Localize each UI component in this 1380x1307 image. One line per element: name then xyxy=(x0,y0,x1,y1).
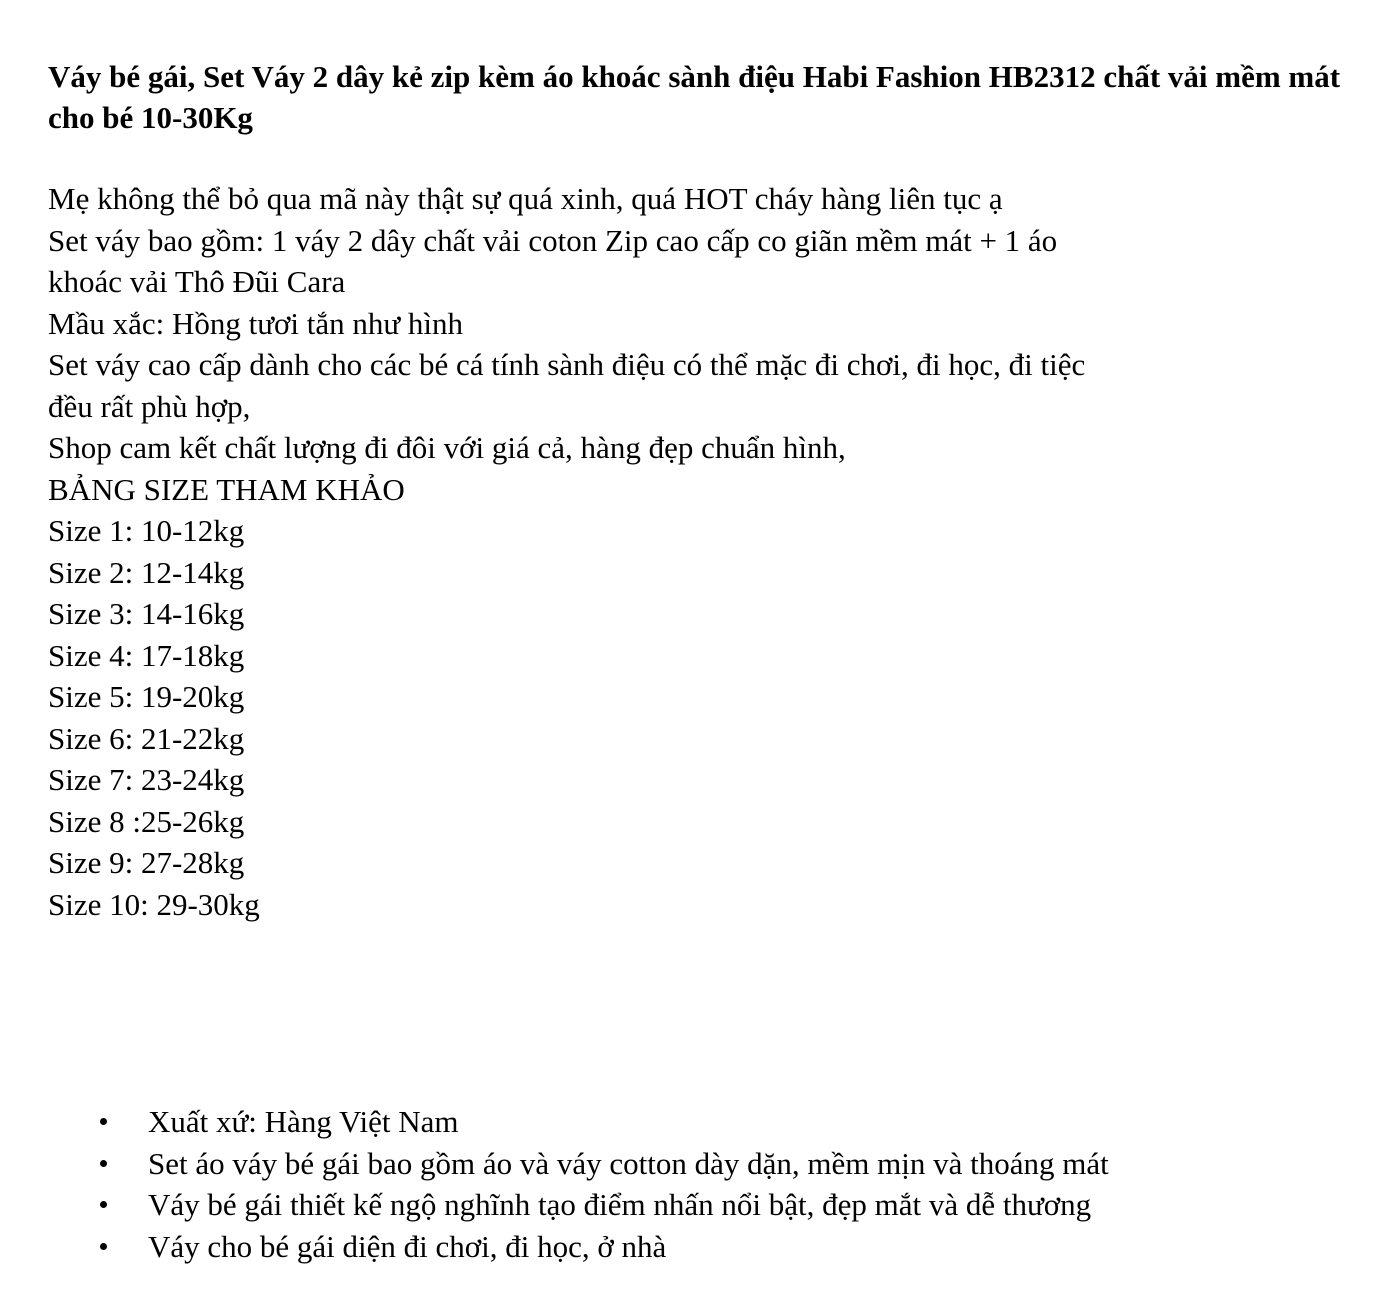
feature-list xyxy=(48,1101,1348,1267)
list-item-text: Set áo váy bé gái bao gồm áo và váy cotton dày dặn, mềm mịn và thoáng mát xyxy=(148,1145,1109,1181)
description-line: Mầu xắc: Hồng tươi tắn như hình xyxy=(48,305,464,341)
list-item xyxy=(48,1184,1348,1226)
list-item-text: Váy bé gái thiết kế ngộ nghĩnh tạo điểm nhấn nổi bật, đẹp mắt và dễ thương xyxy=(148,1187,1092,1222)
size-line: Size 6: 21-22kg xyxy=(48,720,245,756)
size-line: Size 9: 27-28kg xyxy=(48,845,245,880)
bullet-icon xyxy=(100,1160,107,1167)
size-line: Size 1: 10-12kg xyxy=(48,513,245,548)
description-line: Mẹ không thể bỏ qua mã này thật sự quá xinh, quá HOT cháy hàng liên tục ạ xyxy=(48,181,1003,216)
bullet-icon xyxy=(100,1118,107,1125)
list-item xyxy=(48,1143,1348,1185)
description-line: Set váy bao gồm: 1 váy 2 dây chất vải coton Zip cao cấp co giãn mềm mát + 1 áo xyxy=(48,222,1058,258)
list-item-text: Xuất xứ: Hàng Việt Nam xyxy=(148,1104,459,1139)
size-line: Size 2: 12-14kg xyxy=(48,554,245,590)
size-line: Size 8 :25-26kg xyxy=(48,803,245,839)
product-description xyxy=(48,178,1348,925)
size-line: Size 7: 23-24kg xyxy=(48,762,245,797)
bullet-icon xyxy=(100,1201,107,1208)
list-item-text: Váy cho bé gái diện đi chơi, đi học, ở nhà xyxy=(148,1228,667,1264)
size-line: Size 10: 29-30kg xyxy=(48,886,260,922)
description-line: Set váy cao cấp dành cho các bé cá tính sành điệu có thể mặc đi chơi, đi học, đi tiệc xyxy=(48,347,1086,382)
size-table-heading: BẢNG SIZE THAM KHẢO xyxy=(48,471,405,507)
description-line: đều rất phù hợp, xyxy=(48,388,251,424)
list-item xyxy=(48,1101,1348,1143)
size-line: Size 3: 14-16kg xyxy=(48,596,245,631)
size-line: Size 5: 19-20kg xyxy=(48,679,245,714)
description-line: khoác vải Thô Đũi Cara xyxy=(48,264,346,299)
document-page xyxy=(48,56,1348,925)
product-title: Váy bé gái, Set Váy 2 dây kẻ zip kèm áo khoác sành điệu Habi Fashion HB2312 chất vải mềm mát cho bé 10-30Kg xyxy=(48,59,1341,135)
list-item xyxy=(48,1226,1348,1268)
bullet-icon xyxy=(100,1243,107,1250)
description-line: Shop cam kết chất lượng đi đôi với giá cả, hàng đẹp chuẩn hình, xyxy=(48,430,846,465)
size-line: Size 4: 17-18kg xyxy=(48,637,245,673)
